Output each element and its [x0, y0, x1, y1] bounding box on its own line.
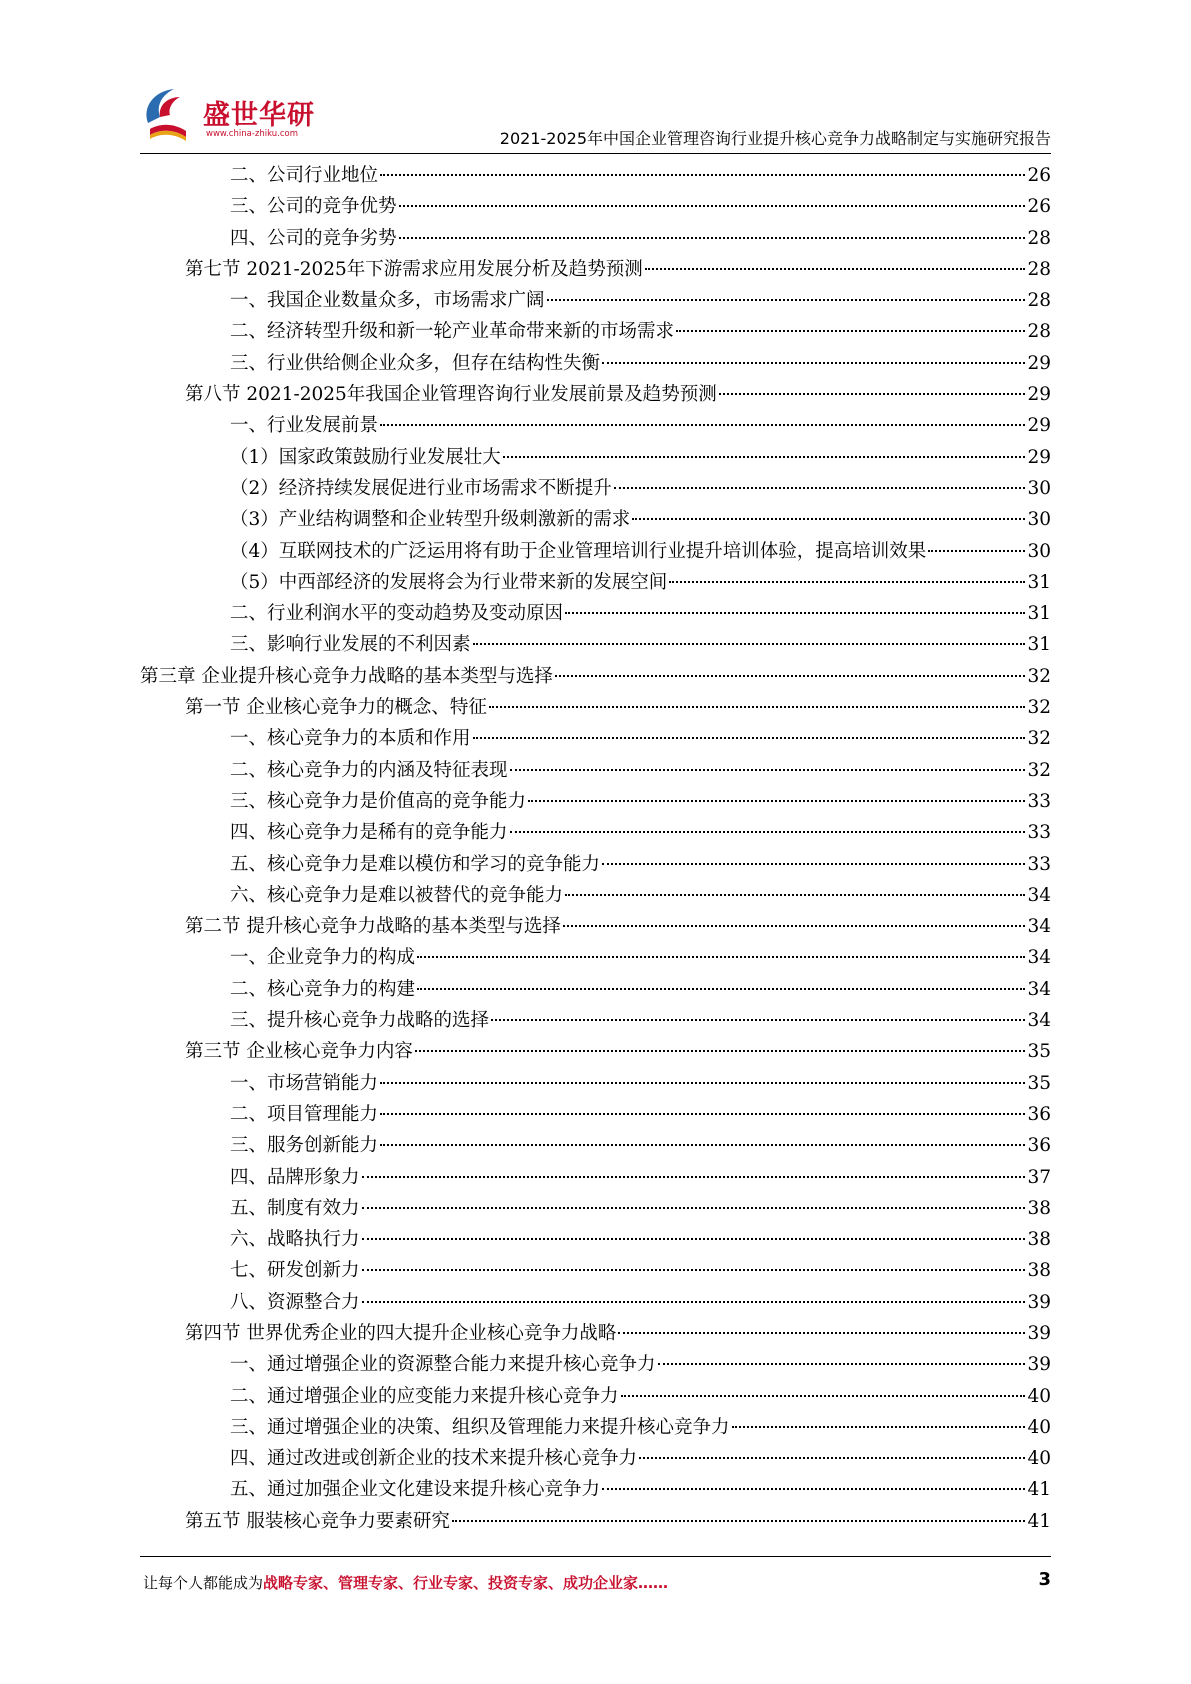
toc-dot-leader [452, 1520, 1026, 1522]
toc-entry-page: 29 [1027, 352, 1051, 374]
toc-dot-leader [658, 1363, 1026, 1365]
toc-entry[interactable] [140, 1474, 1051, 1505]
toc-entry[interactable] [140, 160, 1051, 191]
toc-entry-title: 三、通过增强企业的决策、组织及管理能力来提升核心竞争力 [230, 1416, 730, 1438]
toc-dot-leader [489, 706, 1026, 708]
toc-entry-title: 一、核心竞争力的本质和作用 [230, 728, 471, 750]
toc-entry-title: 三、服务创新能力 [230, 1135, 379, 1157]
toc-entry-title: （1）国家政策鼓励行业发展壮大 [230, 446, 501, 468]
toc-entry[interactable] [140, 942, 1051, 973]
toc-dot-leader [491, 1019, 1025, 1021]
toc-dot-leader [473, 643, 1026, 645]
toc-entry[interactable] [140, 723, 1051, 754]
toc-entry-title: 二、项目管理能力 [230, 1103, 379, 1125]
toc-entry[interactable] [140, 1130, 1051, 1161]
toc-entry-title: 四、核心竞争力是稀有的竞争能力 [230, 822, 508, 844]
toc-entry-page: 33 [1027, 822, 1051, 844]
logo-url: www.china-zhiku.com [206, 129, 298, 139]
toc-entry-page: 26 [1027, 165, 1051, 186]
toc-dot-leader [602, 362, 1025, 364]
toc-dot-leader [362, 1176, 1026, 1178]
toc-entry[interactable] [140, 1193, 1051, 1224]
footer-divider [140, 1556, 1051, 1557]
toc-entry[interactable] [140, 1068, 1051, 1099]
toc-dot-leader [380, 1113, 1025, 1115]
toc-entry-page: 38 [1027, 1197, 1051, 1219]
logo-name: 盛世华研 [203, 100, 315, 131]
toc-entry-page: 41 [1027, 1510, 1051, 1532]
toc-entry[interactable] [140, 410, 1051, 441]
toc-dot-leader [645, 268, 1026, 270]
toc-entry-title: 三、行业供给侧企业众多，但存在结构性失衡 [230, 352, 601, 374]
toc-entry[interactable] [140, 1381, 1051, 1412]
toc-entry[interactable] [140, 1287, 1051, 1318]
toc-entry-title: （3）产业结构调整和企业转型升级刺激新的需求 [230, 509, 631, 531]
toc-dot-leader [362, 1301, 1026, 1303]
toc-entry-title: （4）互联网技术的广泛运用将有助于企业管理培训行业提升培训体验，提高培训效果 [230, 540, 927, 562]
toc-dot-leader [399, 205, 1026, 207]
footer-slogan [143, 1572, 668, 1593]
toc-dot-leader [380, 1082, 1025, 1084]
toc-dot-leader [503, 456, 1026, 458]
toc-entry-title: 第三章 企业提升核心竞争力战略的基本类型与选择 [140, 665, 553, 687]
toc-entry[interactable] [140, 1412, 1051, 1443]
toc-entry-title: 一、市场营销能力 [230, 1072, 379, 1094]
toc-dot-leader [417, 988, 1025, 990]
toc-entry[interactable] [140, 661, 1051, 692]
toc-entry[interactable] [140, 442, 1051, 473]
toc-entry-title: 四、品牌形象力 [230, 1166, 360, 1188]
toc-entry[interactable] [140, 567, 1051, 598]
company-logo [140, 85, 350, 151]
toc-entry-title: 第一节 企业核心竞争力的概念、特征 [185, 697, 487, 719]
toc-dot-leader [732, 1426, 1026, 1428]
toc-entry-page: 29 [1027, 384, 1051, 406]
toc-entry[interactable] [140, 1255, 1051, 1286]
toc-entry-title: 第三节 企业核心竞争力内容 [185, 1041, 413, 1063]
toc-entry-page: 30 [1027, 540, 1051, 562]
toc-entry-page: 36 [1027, 1135, 1051, 1157]
toc-entry[interactable] [140, 504, 1051, 535]
toc-dot-leader [676, 330, 1025, 332]
toc-dot-leader [528, 800, 1025, 802]
toc-entry-title: （2）经济持续发展促进行业市场需求不断提升 [230, 477, 612, 499]
toc-entry-page: 35 [1027, 1041, 1051, 1063]
toc-entry-title: 二、核心竞争力的构建 [230, 978, 416, 1000]
toc-dot-leader [362, 1207, 1026, 1209]
toc-entry-title: 四、公司的竞争劣势 [230, 227, 397, 249]
table-of-contents [140, 160, 1051, 1537]
toc-entry-page: 31 [1027, 571, 1051, 593]
toc-dot-leader [362, 1238, 1026, 1240]
toc-entry[interactable] [140, 316, 1051, 347]
toc-entry-title: （5）中西部经济的发展将会为行业带来新的发展空间 [230, 571, 668, 593]
toc-entry-page: 35 [1027, 1072, 1051, 1094]
toc-entry-page: 39 [1027, 1322, 1051, 1344]
toc-entry-page: 28 [1027, 321, 1051, 343]
toc-entry[interactable] [140, 285, 1051, 316]
toc-entry-page: 30 [1027, 477, 1051, 499]
toc-entry-title: 三、提升核心竞争力战略的选择 [230, 1010, 490, 1032]
footer-slogan-prefix: 让每个人都能成为 [143, 1574, 264, 1592]
toc-dot-leader [510, 769, 1026, 771]
toc-dot-leader [621, 1395, 1026, 1397]
toc-dot-leader [380, 174, 1025, 176]
toc-entry-title: 二、通过增强企业的应变能力来提升核心竞争力 [230, 1385, 619, 1407]
toc-dot-leader [547, 299, 1026, 301]
toc-entry[interactable] [140, 974, 1051, 1005]
toc-dot-leader [565, 894, 1025, 896]
toc-dot-leader [510, 831, 1026, 833]
toc-entry-page: 39 [1027, 1291, 1051, 1313]
toc-entry-title: 二、行业利润水平的变动趋势及变动原因 [230, 603, 564, 625]
toc-entry-title: 五、制度有效力 [230, 1197, 360, 1219]
toc-dot-leader [669, 581, 1025, 583]
toc-entry-title: 第八节 2021-2025年我国企业管理咨询行业发展前景及趋势预测 [185, 384, 717, 406]
toc-dot-leader [399, 237, 1026, 239]
toc-entry[interactable] [140, 880, 1051, 911]
toc-entry-page: 30 [1027, 509, 1051, 531]
toc-entry-title: 七、研发创新力 [230, 1260, 360, 1282]
footer-slogan-highlight: 战略专家、管理专家、行业专家、投资专家、成功企业家…… [263, 1574, 669, 1592]
toc-entry[interactable] [140, 629, 1051, 660]
toc-entry-page: 33 [1027, 853, 1051, 875]
toc-entry-title: 一、通过增强企业的资源整合能力来提升核心竞争力 [230, 1354, 656, 1376]
toc-entry[interactable] [140, 1099, 1051, 1130]
toc-entry[interactable] [140, 1005, 1051, 1036]
toc-entry-page: 40 [1027, 1448, 1051, 1470]
toc-entry[interactable] [140, 536, 1051, 567]
toc-entry[interactable] [140, 473, 1051, 504]
toc-dot-leader [563, 925, 1026, 927]
toc-entry-title: 三、影响行业发展的不利因素 [230, 634, 471, 656]
toc-dot-leader [565, 612, 1025, 614]
toc-entry[interactable] [140, 817, 1051, 848]
toc-entry[interactable] [140, 1318, 1051, 1349]
toc-entry[interactable] [140, 786, 1051, 817]
toc-entry-title: 五、通过加强企业文化建设来提升核心竞争力 [230, 1479, 601, 1501]
toc-entry[interactable] [140, 254, 1051, 285]
toc-dot-leader [380, 424, 1025, 426]
toc-entry-page: 28 [1027, 290, 1051, 312]
toc-entry-page: 31 [1027, 634, 1051, 656]
toc-entry-title: 第五节 服装核心竞争力要素研究 [185, 1510, 450, 1532]
toc-entry[interactable] [140, 379, 1051, 410]
toc-entry-page: 29 [1027, 415, 1051, 437]
toc-dot-leader [719, 393, 1026, 395]
toc-entry-title: 一、企业竞争力的构成 [230, 947, 416, 969]
toc-entry-title: 六、战略执行力 [230, 1229, 360, 1251]
toc-entry-page: 32 [1027, 728, 1051, 750]
toc-entry-page: 38 [1027, 1229, 1051, 1251]
toc-entry[interactable] [140, 1349, 1051, 1380]
toc-entry-page: 40 [1027, 1416, 1051, 1438]
toc-entry-page: 34 [1027, 1010, 1051, 1032]
toc-entry-page: 40 [1027, 1385, 1051, 1407]
toc-entry[interactable] [140, 849, 1051, 880]
toc-dot-leader [614, 487, 1026, 489]
toc-entry-title: 六、核心竞争力是难以被替代的竞争能力 [230, 884, 564, 906]
toc-dot-leader [362, 1269, 1026, 1271]
toc-dot-leader [602, 1488, 1025, 1490]
logo-emblem-icon [140, 85, 206, 147]
toc-entry-page: 36 [1027, 1103, 1051, 1125]
toc-entry-title: 第二节 提升核心竞争力战略的基本类型与选择 [185, 916, 561, 938]
toc-entry-page: 29 [1027, 446, 1051, 468]
toc-entry-title: 第七节 2021-2025年下游需求应用发展分析及趋势预测 [185, 258, 643, 280]
toc-entry-title: 二、经济转型升级和新一轮产业革命带来新的市场需求 [230, 321, 675, 343]
toc-entry-title: 四、通过改进或创新企业的技术来提升核心竞争力 [230, 1448, 638, 1470]
toc-entry-title: 一、我国企业数量众多，市场需求广阔 [230, 290, 545, 312]
toc-entry-page: 32 [1027, 759, 1051, 781]
page-number: 3 [1038, 1569, 1051, 1590]
toc-dot-leader [417, 956, 1025, 958]
toc-dot-leader [618, 1332, 1025, 1334]
toc-entry-page: 26 [1027, 196, 1051, 218]
header-divider [140, 153, 1051, 154]
toc-entry-page: 34 [1027, 947, 1051, 969]
toc-entry-title: 一、行业发展前景 [230, 415, 379, 437]
toc-dot-leader [380, 1144, 1025, 1146]
toc-entry[interactable] [140, 223, 1051, 254]
toc-entry-page: 33 [1027, 790, 1051, 812]
toc-dot-leader [473, 737, 1026, 739]
toc-entry[interactable] [140, 1506, 1051, 1537]
toc-dot-leader [555, 675, 1026, 677]
toc-entry-page: 28 [1027, 258, 1051, 280]
toc-dot-leader [639, 1457, 1025, 1459]
toc-entry[interactable] [140, 348, 1051, 379]
toc-entry-title: 三、核心竞争力是价值高的竞争能力 [230, 790, 527, 812]
toc-entry-page: 41 [1027, 1479, 1051, 1501]
toc-entry-page: 28 [1027, 227, 1051, 249]
toc-entry[interactable] [140, 1036, 1051, 1067]
toc-entry-page: 32 [1027, 665, 1051, 687]
toc-dot-leader [602, 863, 1025, 865]
toc-entry-title: 五、核心竞争力是难以模仿和学习的竞争能力 [230, 853, 601, 875]
toc-entry-page: 39 [1027, 1354, 1051, 1376]
toc-entry-page: 34 [1027, 884, 1051, 906]
toc-entry[interactable] [140, 1162, 1051, 1193]
toc-dot-leader [632, 518, 1025, 520]
document-title: 2021-2025年中国企业管理咨询行业提升核心竞争力战略制定与实施研究报告 [499, 129, 1051, 148]
toc-entry[interactable] [140, 692, 1051, 723]
toc-entry-title: 三、公司的竞争优势 [230, 196, 397, 218]
toc-entry-title: 八、资源整合力 [230, 1291, 360, 1313]
toc-entry[interactable] [140, 911, 1051, 942]
toc-entry[interactable] [140, 1443, 1051, 1474]
toc-entry-title: 二、公司行业地位 [230, 165, 379, 186]
toc-entry[interactable] [140, 191, 1051, 222]
toc-entry-page: 34 [1027, 978, 1051, 1000]
toc-entry-page: 38 [1027, 1260, 1051, 1282]
toc-entry-page: 34 [1027, 916, 1051, 938]
toc-dot-leader [415, 1050, 1026, 1052]
toc-entry[interactable] [140, 755, 1051, 786]
toc-dot-leader [928, 550, 1025, 552]
toc-entry-page: 31 [1027, 603, 1051, 625]
toc-entry-title: 二、核心竞争力的内涵及特征表现 [230, 759, 508, 781]
toc-entry-page: 32 [1027, 697, 1051, 719]
toc-entry-page: 37 [1027, 1166, 1051, 1188]
toc-entry[interactable] [140, 598, 1051, 629]
toc-entry-title: 第四节 世界优秀企业的四大提升企业核心竞争力战略 [185, 1322, 617, 1344]
toc-entry[interactable] [140, 1224, 1051, 1255]
